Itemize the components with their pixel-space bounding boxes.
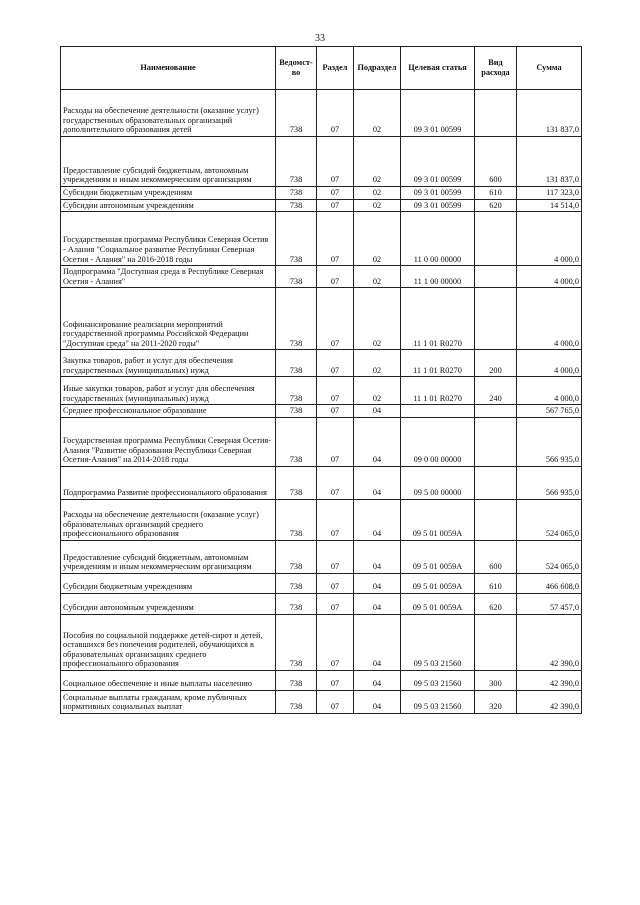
row-name: Социальное обеспечение и иные выплаты населению xyxy=(61,670,276,690)
row-sum: 131 837,0 xyxy=(517,90,582,137)
row-target: 09 5 01 0059А xyxy=(401,573,475,593)
row-target: 11 1 00 00000 xyxy=(401,266,475,288)
row-kind xyxy=(475,417,517,466)
row-kind: 620 xyxy=(475,199,517,212)
table-row xyxy=(61,212,582,266)
table-row xyxy=(61,350,582,377)
row-dept: 738 xyxy=(276,377,317,405)
row-subsection: 02 xyxy=(354,350,401,377)
row-name: Предоставление субсидий бюджетным, автономным учреждениям и иным некоммерческим организациям xyxy=(61,137,276,187)
row-kind: 200 xyxy=(475,350,517,377)
table-row xyxy=(61,417,582,466)
row-sum: 42 390,0 xyxy=(517,614,582,670)
row-kind: 300 xyxy=(475,670,517,690)
page-number: 33 xyxy=(315,33,325,44)
row-target: 09 3 01 00599 xyxy=(401,199,475,212)
column-header-name: Наименование xyxy=(61,47,276,90)
row-dept: 738 xyxy=(276,405,317,418)
column-header-dept: Ведомст-во xyxy=(276,47,317,90)
row-dept: 738 xyxy=(276,266,317,288)
row-dept: 738 xyxy=(276,593,317,614)
row-section: 07 xyxy=(317,350,354,377)
table-row xyxy=(61,573,582,593)
row-subsection: 04 xyxy=(354,540,401,573)
row-name: Социальные выплаты гражданам, кроме публичных нормативных социальных выплат xyxy=(61,690,276,713)
table-row xyxy=(61,466,582,499)
row-section: 07 xyxy=(317,690,354,713)
table-row xyxy=(61,593,582,614)
row-subsection: 04 xyxy=(354,670,401,690)
row-section: 07 xyxy=(317,540,354,573)
row-dept: 738 xyxy=(276,90,317,137)
row-kind: 610 xyxy=(475,187,517,200)
table-header-row xyxy=(61,47,582,90)
row-section: 07 xyxy=(317,199,354,212)
row-section: 07 xyxy=(317,90,354,137)
row-name: Государственная программа Республики Северная Осетия-Алания "Развитие образования Республики Северная Осетия-Алания" на 2014-2018 годы xyxy=(61,417,276,466)
table-row xyxy=(61,670,582,690)
row-section: 07 xyxy=(317,137,354,187)
row-name: Субсидии автономным учреждениям xyxy=(61,593,276,614)
row-section: 07 xyxy=(317,187,354,200)
row-kind xyxy=(475,466,517,499)
row-section: 07 xyxy=(317,212,354,266)
row-target: 09 5 03 21560 xyxy=(401,690,475,713)
row-section: 07 xyxy=(317,670,354,690)
table-row xyxy=(61,137,582,187)
row-subsection: 02 xyxy=(354,90,401,137)
row-sum: 566 935,0 xyxy=(517,466,582,499)
row-subsection: 04 xyxy=(354,573,401,593)
table-row xyxy=(61,614,582,670)
row-target: 09 3 01 00599 xyxy=(401,90,475,137)
table-row xyxy=(61,377,582,405)
column-header-sum: Сумма xyxy=(517,47,582,90)
row-subsection: 04 xyxy=(354,417,401,466)
row-sum: 4 000,0 xyxy=(517,377,582,405)
row-target: 11 0 00 00000 xyxy=(401,212,475,266)
row-name: Государственная программа Республики Северная Осетия - Алания "Социальное развитие Республики Северная Осетия - Алания" на 2016-2018 годы xyxy=(61,212,276,266)
row-target: 11 1 01 R0270 xyxy=(401,350,475,377)
row-section: 07 xyxy=(317,266,354,288)
row-subsection: 04 xyxy=(354,405,401,418)
row-section: 07 xyxy=(317,417,354,466)
row-subsection: 02 xyxy=(354,212,401,266)
row-name: Иные закупки товаров, работ и услуг для обеспечения государственных (муниципальных) нужд xyxy=(61,377,276,405)
row-sum: 524 065,0 xyxy=(517,540,582,573)
row-kind xyxy=(475,614,517,670)
row-name: Подпрограмма Развитие профессионального образования xyxy=(61,466,276,499)
row-sum: 466 608,0 xyxy=(517,573,582,593)
row-section: 07 xyxy=(317,466,354,499)
row-target: 09 5 01 0059А xyxy=(401,593,475,614)
row-dept: 738 xyxy=(276,670,317,690)
row-kind: 600 xyxy=(475,137,517,187)
row-dept: 738 xyxy=(276,499,317,540)
table-row xyxy=(61,187,582,200)
row-sum: 57 457,0 xyxy=(517,593,582,614)
column-header-target: Целевая статья xyxy=(401,47,475,90)
row-sum: 42 390,0 xyxy=(517,670,582,690)
row-name: Субсидии бюджетным учреждениям xyxy=(61,573,276,593)
row-dept: 738 xyxy=(276,540,317,573)
row-kind xyxy=(475,90,517,137)
column-header-kind: Вид расхода xyxy=(475,47,517,90)
row-subsection: 02 xyxy=(354,187,401,200)
row-subsection: 02 xyxy=(354,288,401,350)
row-kind: 610 xyxy=(475,573,517,593)
row-section: 07 xyxy=(317,405,354,418)
row-kind: 620 xyxy=(475,593,517,614)
row-section: 07 xyxy=(317,499,354,540)
row-section: 07 xyxy=(317,288,354,350)
row-kind xyxy=(475,499,517,540)
row-dept: 738 xyxy=(276,573,317,593)
row-dept: 738 xyxy=(276,466,317,499)
column-header-section: Раздел xyxy=(317,47,354,90)
row-subsection: 04 xyxy=(354,614,401,670)
row-name: Закупка товаров, работ и услуг для обеспечения государственных (муниципальных) нужд xyxy=(61,350,276,377)
row-sum: 4 000,0 xyxy=(517,266,582,288)
row-sum: 4 000,0 xyxy=(517,212,582,266)
row-target: 09 3 01 00599 xyxy=(401,137,475,187)
row-target: 11 1 01 R0270 xyxy=(401,288,475,350)
row-target xyxy=(401,405,475,418)
row-subsection: 04 xyxy=(354,466,401,499)
row-kind xyxy=(475,266,517,288)
row-dept: 738 xyxy=(276,614,317,670)
table-row xyxy=(61,90,582,137)
row-dept: 738 xyxy=(276,288,317,350)
row-subsection: 02 xyxy=(354,266,401,288)
row-name: Софинансирование реализации мероприятий государственной программы Российской Федерации "Доступная среда" на 2011-2020 годы" xyxy=(61,288,276,350)
row-name: Расходы на обеспечение деятельности (оказание услуг) государственных образовательных организаций дополнительного образования детей xyxy=(61,90,276,137)
row-section: 07 xyxy=(317,593,354,614)
row-kind: 600 xyxy=(475,540,517,573)
row-sum: 566 935,0 xyxy=(517,417,582,466)
row-subsection: 02 xyxy=(354,137,401,187)
row-kind: 240 xyxy=(475,377,517,405)
table-row xyxy=(61,690,582,713)
row-name: Предоставление субсидий бюджетным, автономным учреждениям и иным некоммерческим организациям xyxy=(61,540,276,573)
table-row xyxy=(61,266,582,288)
row-sum: 117 323,0 xyxy=(517,187,582,200)
budget-table xyxy=(60,46,582,714)
row-dept: 738 xyxy=(276,212,317,266)
row-target: 09 5 01 0059А xyxy=(401,499,475,540)
column-header-subsection: Подраздел xyxy=(354,47,401,90)
row-name: Подпрограмма "Доступная среда в Республике Северная Осетия - Алания" xyxy=(61,266,276,288)
table-row xyxy=(61,499,582,540)
row-kind xyxy=(475,405,517,418)
row-target: 11 1 01 R0270 xyxy=(401,377,475,405)
row-sum: 42 390,0 xyxy=(517,690,582,713)
row-sum: 4 000,0 xyxy=(517,288,582,350)
row-kind xyxy=(475,288,517,350)
row-subsection: 04 xyxy=(354,593,401,614)
row-subsection: 02 xyxy=(354,199,401,212)
row-target: 09 5 03 21560 xyxy=(401,614,475,670)
row-sum: 567 765,0 xyxy=(517,405,582,418)
row-dept: 738 xyxy=(276,187,317,200)
table-row xyxy=(61,405,582,418)
row-name: Расходы на обеспечение деятельности (оказание услуг) образовательных организаций среднего профессионального образования xyxy=(61,499,276,540)
row-sum: 14 514,0 xyxy=(517,199,582,212)
row-kind xyxy=(475,212,517,266)
row-kind: 320 xyxy=(475,690,517,713)
row-dept: 738 xyxy=(276,350,317,377)
table-row xyxy=(61,199,582,212)
row-target: 09 5 03 21560 xyxy=(401,670,475,690)
row-dept: 738 xyxy=(276,199,317,212)
row-subsection: 02 xyxy=(354,377,401,405)
table-row xyxy=(61,540,582,573)
row-sum: 131 837,0 xyxy=(517,137,582,187)
row-target: 09 5 01 0059А xyxy=(401,540,475,573)
table-row xyxy=(61,288,582,350)
row-dept: 738 xyxy=(276,690,317,713)
row-name: Среднее профессиональное образование xyxy=(61,405,276,418)
row-sum: 4 000,0 xyxy=(517,350,582,377)
row-target: 09 3 01 00599 xyxy=(401,187,475,200)
row-subsection: 04 xyxy=(354,499,401,540)
row-section: 07 xyxy=(317,614,354,670)
row-name: Субсидии бюджетным учреждениям xyxy=(61,187,276,200)
row-dept: 738 xyxy=(276,417,317,466)
row-subsection: 04 xyxy=(354,690,401,713)
row-dept: 738 xyxy=(276,137,317,187)
row-target: 09 5 00 00000 xyxy=(401,466,475,499)
row-name: Пособия по социальной поддержке детей-сирот и детей, оставшихся без попечения родителей, обучающихся в образовательных организациях среднего профессионального образования xyxy=(61,614,276,670)
row-target: 09 0 00 00000 xyxy=(401,417,475,466)
row-section: 07 xyxy=(317,573,354,593)
row-name: Субсидии автономным учреждениям xyxy=(61,199,276,212)
row-sum: 524 065,0 xyxy=(517,499,582,540)
row-section: 07 xyxy=(317,377,354,405)
